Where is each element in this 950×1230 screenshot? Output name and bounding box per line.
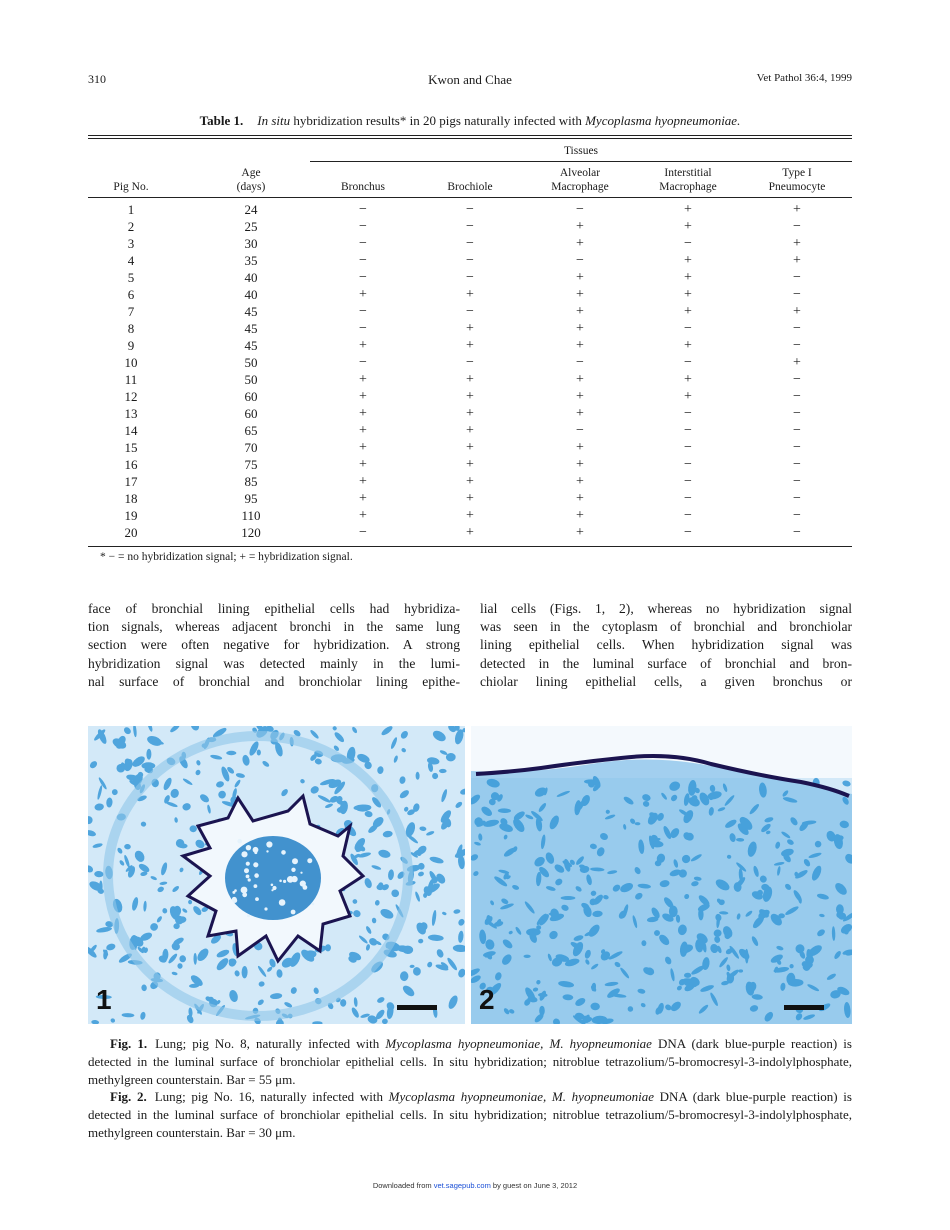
table-cell-age: 85 [244, 474, 258, 489]
table-cell-signal: + [359, 508, 367, 523]
figure-2-caption-label: Fig. 2. [110, 1089, 147, 1104]
tissue-cell [226, 751, 236, 755]
table-cell-signal: + [576, 406, 584, 421]
table-cell-signal: − [793, 338, 801, 353]
table-cell-signal: + [359, 440, 367, 455]
table-cell-signal: − [793, 372, 801, 387]
table-cell-signal: + [684, 304, 692, 319]
table-cell-age: 50 [244, 355, 258, 370]
figure-2-caption [88, 1088, 852, 1142]
table-cell-signal: − [793, 474, 801, 489]
table-cell-pig-no: 2 [127, 219, 135, 234]
body-text-line: hybridization signal was detected mainly in the lumi- [88, 655, 460, 671]
table-footnote: * − = no hybridization signal; + = hybridization signal. [100, 551, 353, 563]
table-cell-signal: − [793, 525, 801, 540]
table-cell-signal: − [359, 355, 367, 370]
table-cell-pig-no: 1 [127, 202, 135, 217]
table-cell-signal: − [684, 321, 692, 336]
lumen-spot [287, 876, 294, 883]
table-cell-signal: + [576, 236, 584, 251]
table-cell-signal: − [576, 423, 584, 438]
table-cell-signal: − [576, 355, 584, 370]
table-cell-signal: + [359, 491, 367, 506]
table-cell-pig-no: 4 [127, 253, 135, 268]
table-cell-signal: + [576, 508, 584, 523]
table-cell-signal: + [466, 287, 474, 302]
table-cell-signal: + [576, 219, 584, 234]
lumen-spot [291, 910, 296, 915]
table-cell-signal: + [684, 372, 692, 387]
tissue-cell [257, 750, 261, 756]
column-header: Alveolar [559, 167, 601, 179]
table-cell-signal: + [466, 338, 474, 353]
table-cell-signal: + [466, 372, 474, 387]
table-cell-age: 120 [241, 525, 261, 540]
table-cell-signal: − [684, 508, 692, 523]
table-cell-signal: + [793, 202, 801, 217]
lumen-spot [253, 862, 258, 867]
column-header: Interstitial [664, 167, 712, 179]
table-cell-signal: + [359, 287, 367, 302]
table-cell-signal: + [684, 253, 692, 268]
table-cell-signal: − [793, 219, 801, 234]
table-cell-signal: + [466, 440, 474, 455]
figure-1-caption-post: DNA (dark blue-purple reaction) is detected in the luminal surface of bronchiolar epithelial cells. In situ hybridization; nitroblue tetrazolium/5-bromocresyl-3-indolylphosphate, methylgreen counterstain. Bar = 55 μm. [88, 1036, 852, 1087]
table-cell-pig-no: 17 [124, 474, 138, 489]
column-header: Macrophage [659, 181, 717, 193]
table-cell-age: 110 [241, 508, 261, 523]
table-cell-signal: + [684, 202, 692, 217]
lumen-spot [241, 851, 247, 857]
figure-2-caption-post: DNA (dark blue-purple reaction) is detected in the luminal surface of bronchiolar epithelial cells. In situ hybridization; nitroblue tetrazolium/5-bromocresyl-3-indolylphosphate, methylgreen counterstain. Bar = 30 μm. [88, 1089, 852, 1140]
figure-1-scale-bar [397, 1005, 437, 1010]
table-cell-signal: − [793, 270, 801, 285]
table-cell-signal: + [793, 355, 801, 370]
lumen-spot [271, 884, 274, 887]
table-cell-age: 45 [244, 304, 258, 319]
table-cell-signal: + [466, 389, 474, 404]
table-cell-age: 50 [244, 372, 258, 387]
body-text-line: tion signals, whereas adjacent bronchi in the same lung [88, 619, 460, 635]
table-cell-signal: + [359, 389, 367, 404]
lumen-spot [279, 899, 286, 906]
lumen-spot [254, 884, 258, 888]
table-cell-signal: + [466, 508, 474, 523]
table-cell-signal: − [684, 474, 692, 489]
lumen-spot [264, 907, 267, 910]
table-cell-signal: + [576, 525, 584, 540]
table-cell-signal: − [576, 253, 584, 268]
lumen-spot [283, 880, 286, 883]
lumen-spot [266, 850, 268, 852]
table-cell-signal: − [793, 389, 801, 404]
table-cell-signal: + [359, 457, 367, 472]
table-cell-pig-no: 16 [124, 457, 138, 472]
table-cell-pig-no: 20 [124, 525, 138, 540]
table-cell-signal: + [466, 457, 474, 472]
table-cell-pig-no: 13 [124, 406, 138, 421]
table-cell-pig-no: 11 [124, 372, 138, 387]
body-text-line: lining epithelial cells. When hybridization signal was [480, 637, 852, 653]
table-cell-age: 40 [244, 287, 258, 302]
table-cell-pig-no: 6 [127, 287, 135, 302]
column-header: (days) [236, 181, 266, 193]
table-cell-signal: − [684, 525, 692, 540]
tissue-cell [524, 955, 531, 958]
column-header: Bronchus [340, 181, 386, 193]
body-text-line: was seen in the cytoplasm of bronchial and bronchiolar [480, 619, 852, 635]
body-text-line: chiolar lining epithelial cells, a given bronchus or [480, 673, 852, 689]
table-cell-signal: + [793, 253, 801, 268]
table-cell-signal: + [359, 423, 367, 438]
table-title-text: hybridization results* in 20 pigs naturally infected with [290, 113, 586, 128]
lumen-spot [232, 898, 237, 903]
table-cell-signal: − [359, 236, 367, 251]
table-cell-pig-no: 15 [124, 440, 138, 455]
table-cell-signal: + [466, 406, 474, 421]
lumen-spot [246, 862, 250, 866]
tissues-spanner-rule [310, 161, 852, 162]
table-cell-signal: + [576, 321, 584, 336]
table-cell-signal: + [466, 474, 474, 489]
body-text-line: detected in the luminal surface of bronchial and bron- [480, 655, 852, 671]
body-text-left-column [88, 600, 460, 691]
table-cell-signal: + [466, 423, 474, 438]
table-cell-pig-no: 19 [124, 508, 138, 523]
table-cell-signal: + [576, 270, 584, 285]
table-label: Table 1. [199, 113, 244, 128]
table-cell-signal: − [793, 508, 801, 523]
table-cell-age: 75 [244, 457, 258, 472]
table-cell-signal: − [466, 253, 474, 268]
table-cell-signal: − [684, 440, 692, 455]
table-title-species: Mycoplasma hyopneumoniae. [585, 113, 741, 128]
figure-2-caption-pre: Lung; pig No. 16, naturally infected with [154, 1089, 389, 1104]
table-cell-signal: − [793, 440, 801, 455]
table-cell-signal: + [359, 406, 367, 421]
table-cell-pig-no: 3 [127, 236, 135, 251]
table-cell-age: 45 [244, 338, 258, 353]
table-cell-signal: − [466, 236, 474, 251]
table-cell-age: 35 [244, 253, 258, 268]
table-bottom-rule [88, 546, 852, 547]
table-cell-signal: − [359, 270, 367, 285]
lumen-spot [246, 875, 250, 879]
table-cell-signal: − [576, 202, 584, 217]
table-cell-signal: + [576, 389, 584, 404]
table-cell-signal: − [359, 253, 367, 268]
table-cell-pig-no: 12 [124, 389, 138, 404]
lumen-spot [248, 878, 251, 881]
column-header: Type I [782, 167, 812, 179]
body-text-line: lial cells (Figs. 1, 2), whereas no hybridization signal [480, 601, 852, 616]
figure-1-caption-pre: Lung; pig No. 8, naturally infected with [155, 1036, 386, 1051]
table-cell-age: 95 [244, 491, 258, 506]
table-cell-signal: − [466, 219, 474, 234]
table-cell-signal: − [684, 406, 692, 421]
running-head [88, 72, 852, 90]
lumen-spot [307, 858, 312, 863]
table-cell-signal: − [466, 304, 474, 319]
figure-2-micrograph [471, 726, 852, 1024]
table-caption [88, 113, 852, 129]
table-cell-signal: − [359, 304, 367, 319]
lumen-spot [255, 897, 259, 901]
table-cell-age: 45 [244, 321, 258, 336]
figure-2-caption-species: Mycoplasma hyopneumoniae, M. hyopneumoniae [388, 1089, 654, 1104]
table-cell-signal: + [576, 491, 584, 506]
table-cell-age: 65 [244, 423, 258, 438]
figure-2-image [471, 726, 852, 1024]
table-cell-age: 24 [244, 202, 258, 217]
lumen-spot [244, 868, 249, 873]
table-cell-signal: − [359, 202, 367, 217]
column-header: Pneumocyte [768, 181, 826, 193]
lumen-spot [312, 903, 315, 906]
figure-1-number: 1 [96, 984, 112, 1015]
table-cell-signal: − [359, 219, 367, 234]
table-top-rule-2 [88, 138, 852, 139]
figure-1-micrograph [88, 726, 465, 1024]
lumen-spot [292, 858, 298, 864]
table-cell-signal: − [466, 355, 474, 370]
download-footer-post: by guest on June 3, 2012 [490, 1181, 578, 1190]
column-header: Brochiole [447, 181, 493, 193]
body-text-line: section were often negative for hybridization. A strong [88, 637, 460, 653]
table-cell-signal: + [576, 372, 584, 387]
table-cell-signal: + [359, 474, 367, 489]
table-cell-signal: − [684, 355, 692, 370]
table-cell-pig-no: 7 [127, 304, 135, 319]
table-cell-age: 60 [244, 406, 258, 421]
download-footer-pre: Downloaded from [372, 1181, 434, 1190]
tissue-cell [561, 896, 576, 900]
table-cell-pig-no: 9 [127, 338, 135, 353]
lumen-spot [303, 885, 308, 890]
figure-1-caption-label: Fig. 1. [110, 1036, 148, 1051]
table-header-rule [88, 197, 852, 198]
page-number: 310 [88, 72, 106, 86]
table-cell-signal: + [793, 304, 801, 319]
body-text-line: face of bronchial lining epithelial cells had hybridiza- [88, 601, 460, 616]
table-cell-signal: − [684, 457, 692, 472]
lumen-spot [253, 847, 259, 853]
lumen-spot [254, 873, 259, 878]
table-cell-signal: + [684, 270, 692, 285]
lumen-spot [247, 914, 250, 917]
figure-1-caption-species: Mycoplasma hyopneumoniae, M. hyopneumoniae [385, 1036, 652, 1051]
lumen-spot [281, 850, 286, 855]
table-cell-signal: + [576, 474, 584, 489]
lumen-spot [272, 886, 276, 890]
column-header: Age [241, 167, 261, 179]
download-footer [0, 1181, 950, 1190]
lumen-spot [246, 845, 251, 850]
table-cell-signal: − [684, 423, 692, 438]
table-cell-signal: − [466, 202, 474, 217]
table-cell-pig-no: 8 [127, 321, 135, 336]
table-cell-signal: + [684, 219, 692, 234]
lumen-spot [279, 880, 282, 883]
lumen-spot [300, 872, 302, 874]
lumen-spot [266, 841, 272, 847]
tissue-cell [142, 762, 156, 769]
table-cell-signal: + [576, 304, 584, 319]
lumen-spot [237, 839, 242, 844]
table-cell-signal: + [684, 338, 692, 353]
running-authors: Kwon and Chae [428, 72, 512, 87]
table-cell-signal: − [684, 491, 692, 506]
table-cell-signal: + [466, 525, 474, 540]
table-cell-signal: − [466, 270, 474, 285]
table-cell-signal: − [793, 287, 801, 302]
figure-2-number: 2 [479, 984, 495, 1015]
table-cell-signal: + [684, 287, 692, 302]
download-footer-link[interactable]: vet.sagepub.com [433, 1181, 491, 1190]
body-text-right-column [480, 600, 852, 691]
journal-citation: Vet Pathol 36:4, 1999 [756, 72, 852, 84]
table-cell-pig-no: 14 [124, 423, 138, 438]
figure-1-image [88, 726, 465, 1024]
table-cell-signal: − [359, 525, 367, 540]
table-cell-signal: − [793, 423, 801, 438]
table-cell-signal: + [793, 236, 801, 251]
table-cell-signal: + [576, 457, 584, 472]
table-cell-signal: − [793, 406, 801, 421]
table-cell-signal: − [359, 321, 367, 336]
table-cell-signal: − [793, 491, 801, 506]
table-cell-pig-no: 5 [127, 270, 135, 285]
table-cell-signal: − [793, 321, 801, 336]
table-top-rule [88, 135, 852, 136]
table-cell-age: 25 [244, 219, 258, 234]
lumen-spot [232, 891, 235, 894]
table-cell-signal: + [576, 287, 584, 302]
table-cell-age: 60 [244, 389, 258, 404]
figure-2-scale-bar [784, 1005, 824, 1010]
table-cell-age: 40 [244, 270, 258, 285]
table-cell-signal: + [466, 491, 474, 506]
lumen-spot [241, 887, 248, 894]
table-cell-signal: + [359, 338, 367, 353]
table-cell-signal: + [576, 338, 584, 353]
table-cell-pig-no: 18 [124, 491, 138, 506]
table-cell-pig-no: 10 [124, 355, 138, 370]
table-cell-signal: + [359, 372, 367, 387]
table-cell-age: 70 [244, 440, 258, 455]
table-cell-signal: + [466, 321, 474, 336]
lumen-spot [291, 868, 295, 872]
lumen-spot [242, 892, 247, 897]
column-header: Macrophage [551, 181, 609, 193]
tissue-cell [669, 906, 678, 918]
table-cell-signal: − [684, 236, 692, 251]
table-cell-signal: − [793, 457, 801, 472]
body-text-line: nal surface of bronchial and bronchiolar lining epithe- [88, 673, 460, 689]
table-title-insitu: In situ [257, 113, 291, 128]
figure-1-caption [88, 1035, 852, 1089]
table-cell-age: 30 [244, 236, 258, 251]
tissues-group-header: Tissues [563, 145, 599, 157]
table-cell-signal: + [684, 389, 692, 404]
column-header: Pig No. [113, 181, 149, 193]
table-cell-signal: + [576, 440, 584, 455]
